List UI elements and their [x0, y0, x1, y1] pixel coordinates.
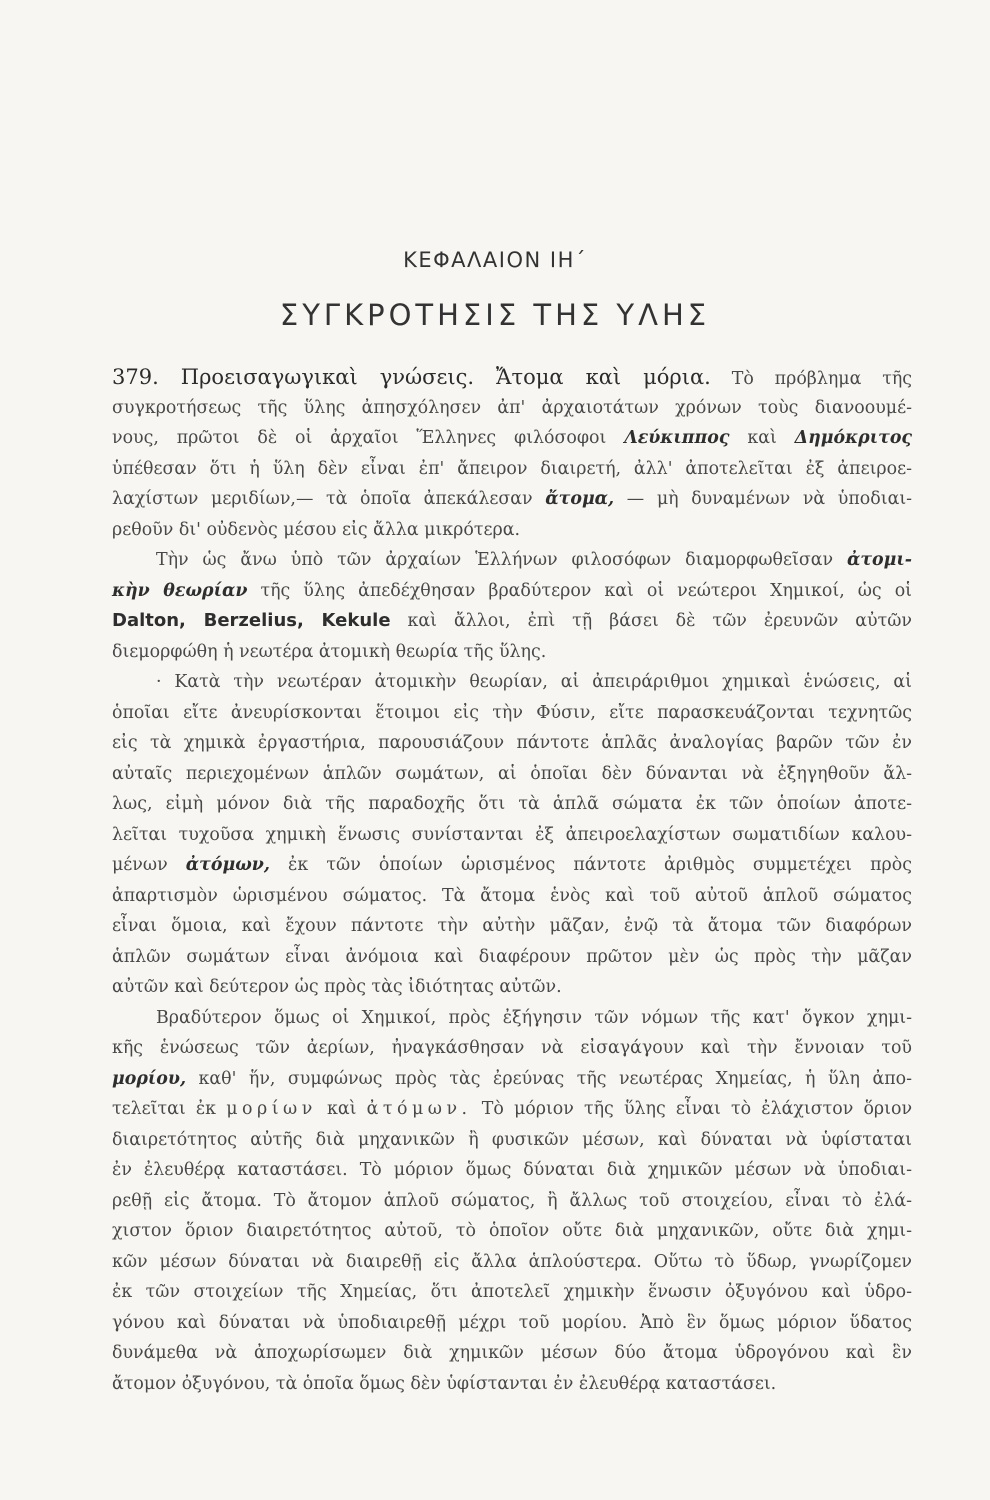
text-span: τῆς ὕλης ἀπεδέχθησαν βραδύτερον καὶ οἱ νεώτεροι Χημικοί, ὡς οἱ: [260, 580, 912, 601]
chapter-number: ΚΕΦΑΛΑΙΟΝ ΙΗ΄: [403, 248, 587, 272]
text-line: κῆς ἑνώσεως τῶν ἀερίων, ἠναγκάσθησαν νὰ εἰσαγάγουν καὶ τὴν ἔννοιαν τοῦ: [112, 1038, 912, 1058]
text-line: αὐτῶν καὶ δεύτερον ὡς πρὸς τὰς ἰδιότητας αὐτῶν.: [112, 977, 562, 997]
text-line: [112, 1094, 912, 1125]
text-line: [112, 484, 912, 515]
term-atomon: ἀτόμων,: [185, 855, 270, 875]
term-moriou: μορίου,: [112, 1068, 187, 1089]
text-line: ὁποῖαι εἴτε ἀνευρίσκονται ἕτοιμοι εἰς τὴν Φύσιν, εἴτε παρασκευάζονται τεχνητῶς: [112, 702, 912, 723]
term-atoma: ἄτομα,: [545, 489, 615, 509]
text-span: ἐκ τῶν ὁποίων ὡρισμένος πάντοτε ἀριθμὸς συμμετέχει πρὸς: [288, 855, 912, 875]
term-morion-spaced: μορίων: [226, 1099, 317, 1119]
text-line: συγκροτήσεως τῆς ὕλης ἀπησχόλησεν ἀπ' ἀρχαιοτάτων χρόνων τοὺς διανοουμέ-: [112, 397, 912, 418]
text-span: νους, πρῶτοι δὲ οἱ ἀρχαῖοι Ἕλληνες φιλόσοφοι: [112, 428, 607, 448]
text-line: ἐν ἐλευθέρᾳ καταστάσει. Τὸ μόριον ὅμως δύναται διὰ χημικῶν μέσων νὰ ὑποδιαι-: [112, 1160, 912, 1180]
term-theory: κὴν θεωρίαν: [112, 580, 248, 601]
text-line: εἶναι ὅμοια, καὶ ἔχουν πάντοτε τὴν αὐτὴν μᾶζαν, ἐνῷ τὰ ἄτομα τῶν διαφόρων: [112, 916, 912, 936]
text-line: ὑπέθεσαν ὅτι ἡ ὕλη δὲν εἶναι ἐπ' ἄπειρον διαιρετή, ἀλλ' ἀποτελεῖται ἐξ ἀπειροε-: [112, 458, 912, 479]
text-line: γόνου καὶ δύναται νὰ ὑποδιαιρεθῇ μέχρι τοῦ μορίου. Ἀπὸ ἓν ὅμως μόριον ὕδατος: [112, 1312, 912, 1333]
text-span: τελεῖται ἐκ: [112, 1099, 217, 1119]
text-span: λαχίστων μεριδίων,— τὰ ὁποῖα ἀπεκάλεσαν: [112, 489, 533, 509]
text-line: [112, 850, 912, 881]
text-span: Τὸ μόριον τῆς ὕλης εἶναι τὸ ἐλάχιστον ὅριον: [481, 1099, 913, 1119]
text-line: κῶν μέσων δύναται νὰ διαιρεθῇ εἰς ἄλλα ἁπλούστερα. Οὕτω τὸ ὕδωρ, γνωρίζομεν: [112, 1251, 912, 1272]
text-span: καθ' ἥν, συμφώνως πρὸς τὰς ἐρεύνας τῆς νεωτέρας Χημείας, ἡ ὕλη ἀπο-: [198, 1068, 912, 1089]
text-line: · Κατὰ τὴν νεωτέραν ἀτομικὴν θεωρίαν, αἱ ἀπειράριθμοι χημικαὶ ἑνώσεις, αἱ: [156, 672, 912, 692]
text-line: δυνάμεθα νὰ ἀποχωρίσωμεν διὰ χημικῶν μέσων δύο ἄτομα ὑδρογόνου καὶ ἓν: [112, 1343, 912, 1363]
text-line: [112, 362, 912, 393]
text-span: — μὴ δυναμένων νὰ ὑποδιαι-: [626, 489, 913, 509]
text-span: καὶ: [747, 428, 777, 448]
text-line: [112, 545, 912, 576]
text-line: αὐταῖς περιεχομένων ἁπλῶν σωμάτων, αἱ ὁποῖαι δὲν δύνανται νὰ ἐξηγηθοῦν ἄλ-: [112, 763, 912, 784]
text-line: [112, 423, 912, 454]
text-line: χιστον ὅριον διαιρετότητος αὐτοῦ, τὸ ὁποῖον οὔτε διὰ μηχανικῶν, οὔτε διὰ χημι-: [112, 1221, 912, 1241]
text-line: ἐκ τῶν στοιχείων τῆς Χημείας, ὅτι ἀποτελεῖ χημικὴν ἕνωσιν ὀξυγόνου καὶ ὑδρο-: [112, 1282, 912, 1302]
text-span: Τὴν ὡς ἄνω ὑπὸ τῶν ἀρχαίων Ἑλλήνων φιλοσόφων διαμορφωθεῖσαν: [156, 550, 834, 570]
name-democritus: Δημόκριτος: [794, 428, 913, 448]
text-line: ρεθῇ εἰς ἄτομα. Τὸ ἄτομον ἁπλοῦ σώματος, ἢ ἄλλως τοῦ στοιχείου, εἶναι τὸ ἐλά-: [112, 1190, 912, 1211]
section-heading: 379. Προεισαγωγικαὶ γνώσεις. Ἄτομα καὶ μόρια.: [112, 365, 711, 389]
term-atomon-spaced: ἀτόμων.: [366, 1099, 472, 1119]
body-text: [112, 362, 912, 1399]
text-line: λεῖται τυχοῦσα χημικὴ ἕνωσις συνίστανται ἐξ ἀπειροελαχίστων σωματιδίων καλου-: [112, 824, 912, 845]
text-line: εἰς τὰ χημικὰ ἐργαστήρια, παρουσιάζουν πάντοτε ἁπλᾶς ἀναλογίας βαρῶν τῶν ἐν: [112, 733, 912, 753]
text-line: [112, 1064, 912, 1095]
text-span: καὶ ἄλλοι, ἐπὶ τῇ βάσει δὲ τῶν ἐρευνῶν αὐτῶν: [407, 611, 912, 631]
term-atomic: ἀτομι-: [846, 550, 912, 570]
text-line: [112, 576, 912, 607]
text-span: μένων: [112, 855, 168, 875]
text-line: διεμορφώθη ἡ νεωτέρα ἀτομικὴ θεωρία τῆς ὕλης.: [112, 641, 547, 662]
text-span: Τὸ πρόβλημα τῆς: [731, 369, 912, 389]
text-line: ἀπαρτισμὸν ὡρισμένου σώματος. Τὰ ἄτομα ἑνὸς καὶ τοῦ αὐτοῦ ἁπλοῦ σώματος: [112, 885, 912, 906]
chemist-names: Dalton, Berzelius, Kekule: [112, 610, 391, 631]
text-line: [112, 606, 912, 637]
text-line: ἁπλῶν σωμάτων εἶναι ἀνόμοια καὶ διαφέρουν πρῶτον μὲν ὡς πρὸς τὴν μᾶζαν: [112, 946, 912, 967]
name-leucippus: Λεύκιππος: [624, 428, 730, 448]
text-line: Βραδύτερον ὅμως οἱ Χημικοί, πρὸς ἐξήγησιν τῶν νόμων τῆς κατ' ὄγκον χημι-: [156, 1007, 912, 1028]
text-line: ρεθοῦν δι' οὐδενὸς μέσου εἰς ἄλλα μικρότερα.: [112, 519, 520, 540]
text-line: λως, εἰμὴ μόνον διὰ τῆς παραδοχῆς ὅτι τὰ ἁπλᾶ σώματα ἐκ τῶν ὁποίων ἀποτε-: [112, 794, 912, 814]
text-line: διαιρετότητος αὐτῆς διὰ μηχανικῶν ἢ φυσικῶν μέσων, καὶ δύναται νὰ ὑφίσταται: [112, 1129, 912, 1150]
chapter-title: ΣΥΓΚΡΟΤΗΣΙΣ ΤΗΣ ΥΛΗΣ: [279, 298, 711, 332]
text-span: καὶ: [327, 1099, 357, 1119]
text-line: ἄτομον ὀξυγόνου, τὰ ὁποῖα ὅμως δὲν ὑφίστανται ἐν ἐλευθέρᾳ καταστάσει.: [112, 1373, 777, 1394]
